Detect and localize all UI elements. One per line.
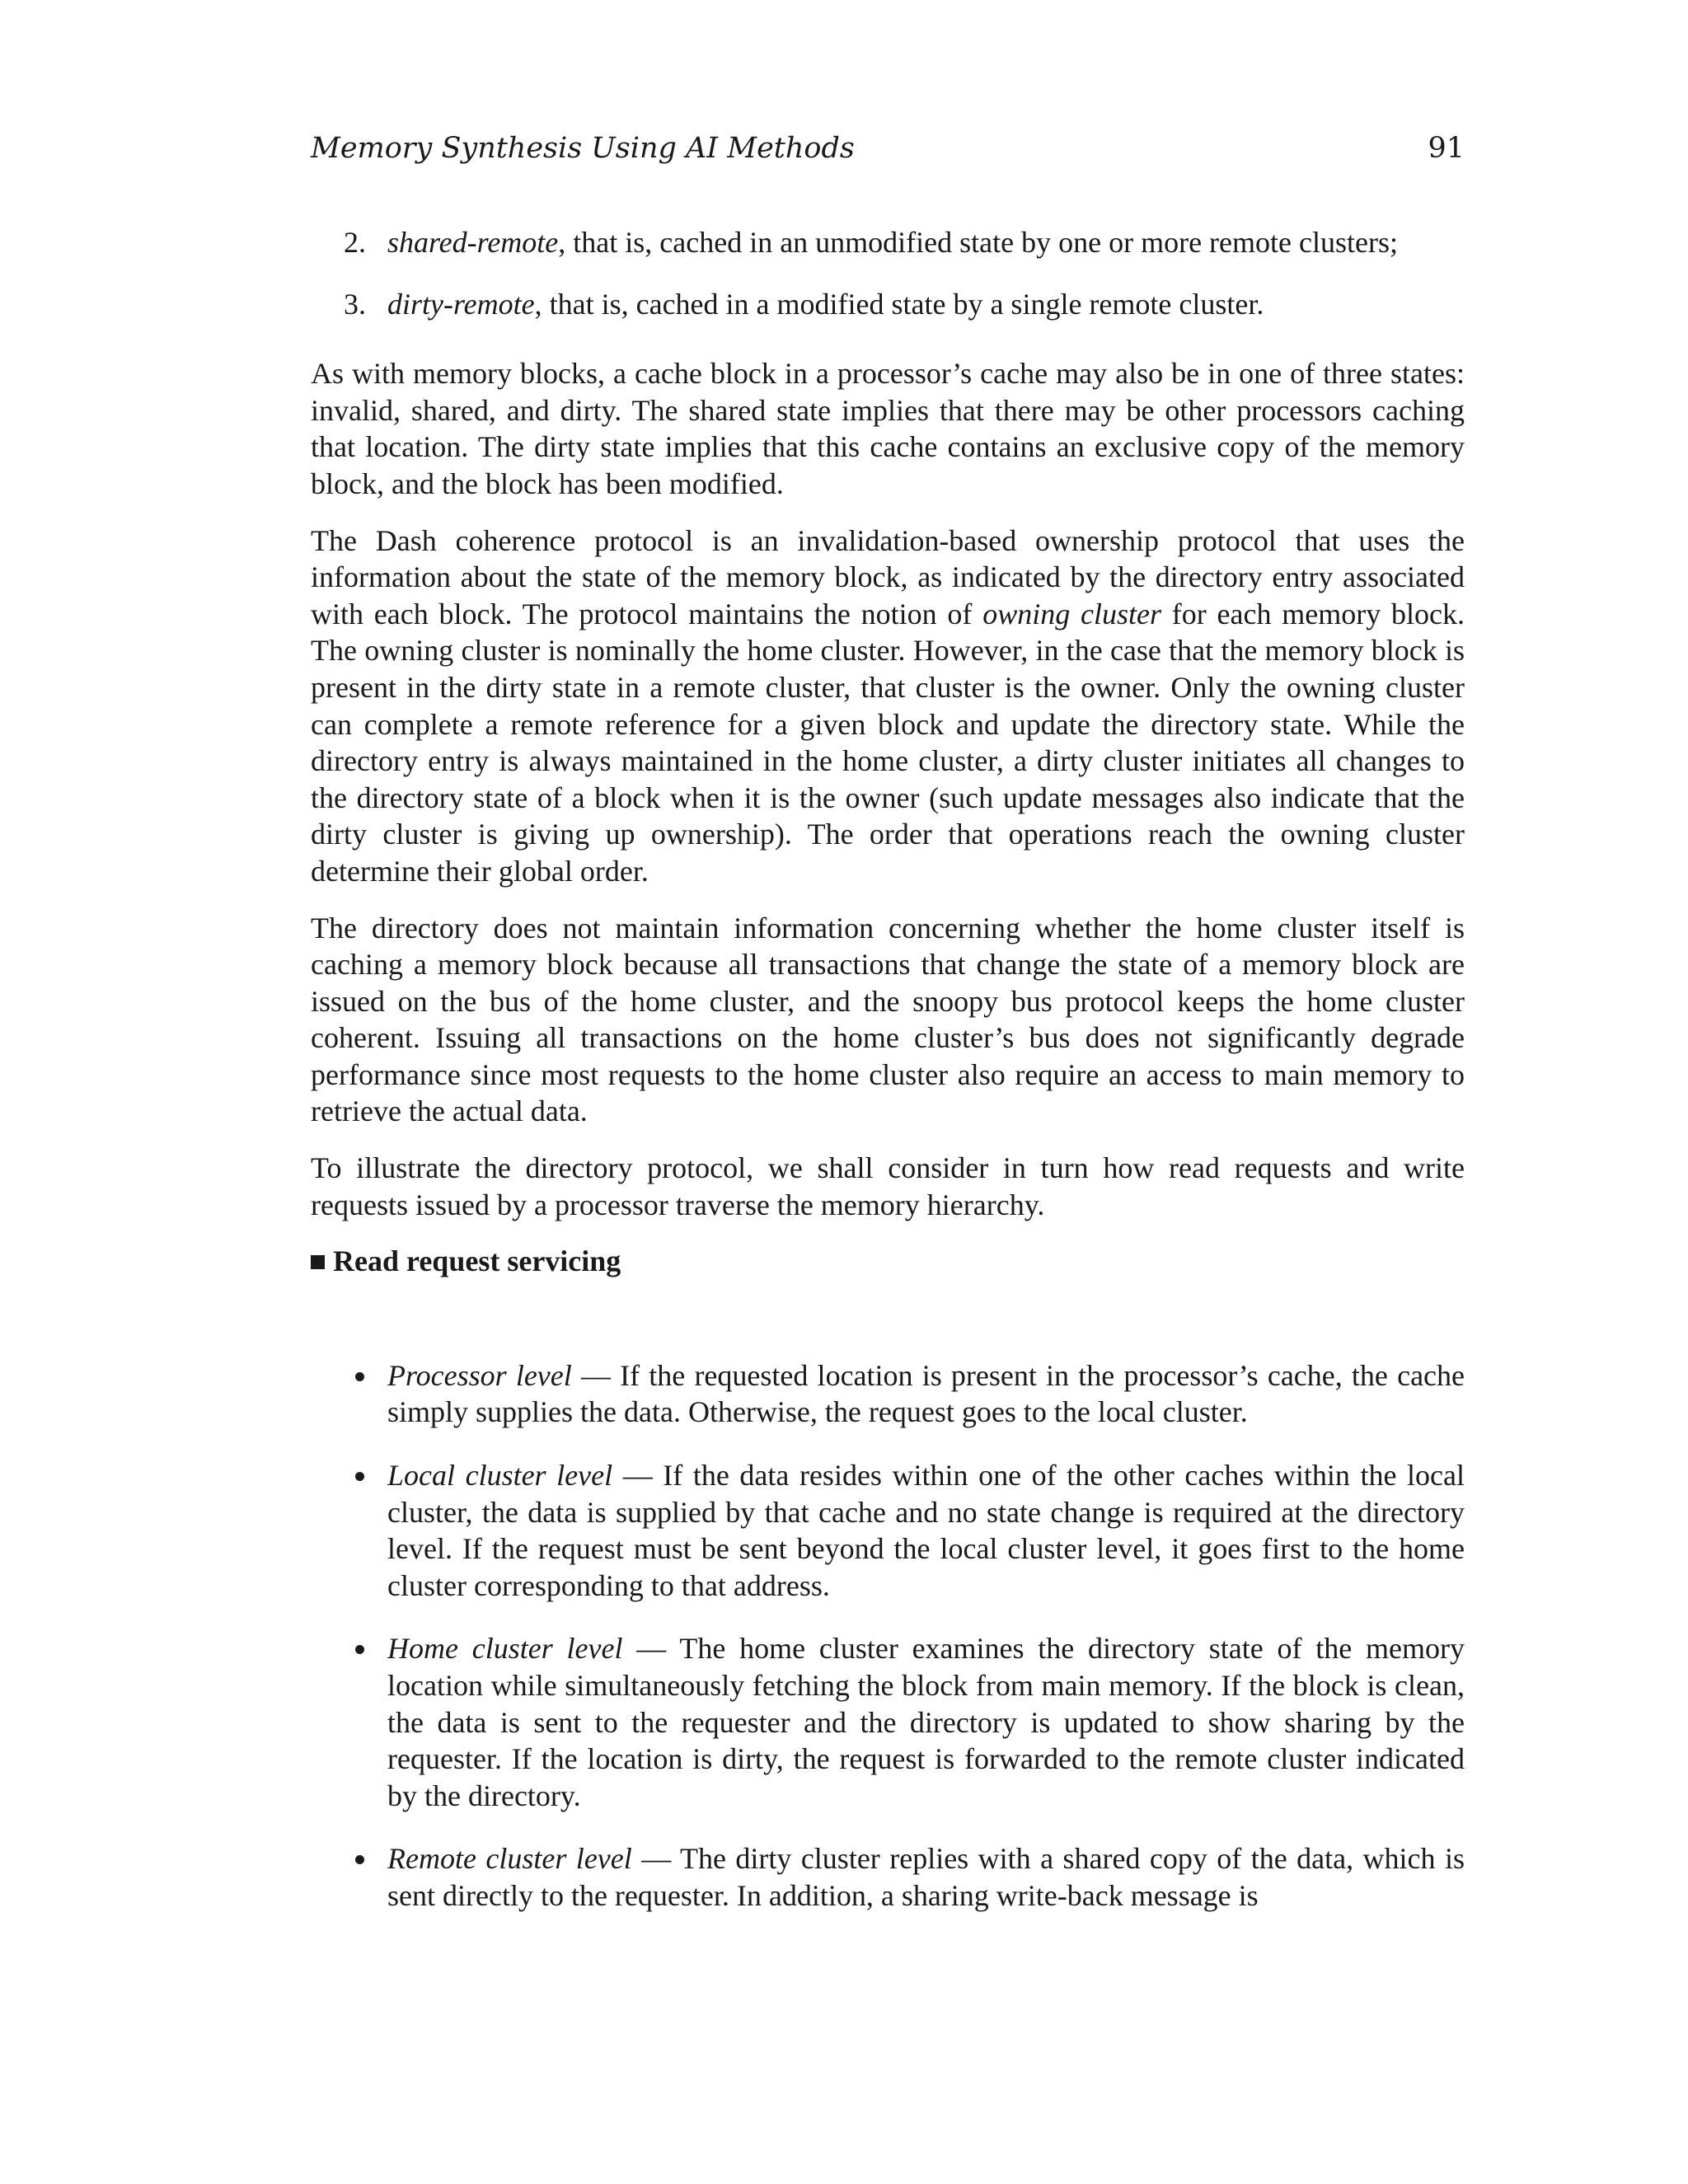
enum-marker: 3. <box>344 287 366 321</box>
enum-text: , that is, cached in an unmodified state by one or more remote clusters; <box>558 226 1398 259</box>
paragraph-directory: The directory does not maintain information concerning whether the home cluster itself is caching a memory block because all transactions that change the state of a memory block are issued on the bus of the home cluster, and the snoopy bus protocol keeps the home cluster coherent. Issuing all transactions on the home cluster’s bus does not significantly degrade performance since most requests to the home cluster also require an access to main memory to retrieve the actual data. <box>311 911 1465 1128</box>
enum-term: dirty-remote <box>387 287 535 321</box>
enum-item <box>311 224 1465 261</box>
enum-marker: 2. <box>344 226 366 259</box>
emphasis-term: owning cluster <box>982 597 1161 630</box>
list-text: — The dirty cluster replies with a shared copy of the data, which is sent directly to the requester. In addition, a sharing write-back message is <box>387 1842 1465 1912</box>
bullet-icon <box>355 1372 364 1381</box>
page-number: 91 <box>1428 132 1465 165</box>
page-header <box>311 130 1465 171</box>
list-term: Processor level <box>387 1358 572 1392</box>
paragraph-coherence-protocol <box>311 523 1465 890</box>
body-text <box>311 224 1465 1941</box>
paragraph-text: for each memory block. The owning cluster is nominally the home cluster. However, in the case that the memory block is present in the dirty state in a remote cluster, that cluster is the owner. Only the owning cluster can complete a remote reference for a given block and update the directory state. While the directory entry is always maintained in the home cluster, a dirty cluster initiates all changes to the directory state of a block when it is the owner (such update messages also indicate that the dirty cluster is giving up ownership). The order that operations reach the owning cluster determine their global order. <box>311 597 1465 888</box>
list-term: Local cluster level <box>387 1459 613 1493</box>
list-item <box>311 1630 1465 1814</box>
bullet-icon <box>355 1645 364 1654</box>
state-enumeration <box>311 224 1465 322</box>
list-term: Home cluster level <box>387 1632 623 1666</box>
list-text: — If the data resides within one of the other caches within the local cluster, the data is supplied by that cache and no state change is required at the directory level. If the request must be sent beyond the local cluster level, it goes first to the home cluster corresponding to that address. <box>387 1459 1465 1602</box>
paragraph-text: The Dash coherence protocol is an invalidation-based ownership protocol that uses the information about the state of the memory block, as indicated by the directory entry associated with each block. The protocol maintains the notion of <box>311 523 1465 630</box>
enum-term: shared-remote <box>387 226 559 259</box>
list-text: — The home cluster examines the directory state of the memory location while simultaneously fetching the block from main memory. If the block is clean, the data is sent to the requester and the directory is updated to show sharing by the requester. If the location is dirty, the request is forwarded to the remote cluster indicated by the directory. <box>387 1632 1465 1812</box>
section-title: Read request servicing <box>333 1244 621 1278</box>
paragraph-cache-states: As with memory blocks, a cache block in a processor’s cache may also be in one of three states: invalid, shared, and dirty. The shared state implies that there may be other processors caching that location. The dirty state implies that this cache contains an exclusive copy of the memory block, and the block has been modified. <box>311 357 1465 500</box>
list-text: — If the requested location is present in the processor’s cache, the cache simply supplies the data. Otherwise, the request goes to the local cluster. <box>387 1358 1465 1429</box>
list-item <box>311 1840 1465 1914</box>
square-bullet-icon <box>311 1255 325 1269</box>
bullet-icon <box>355 1855 364 1864</box>
running-title: Memory Synthesis Using AI Methods <box>311 132 855 165</box>
read-levels-list <box>311 1357 1465 1915</box>
bullet-icon <box>355 1472 364 1481</box>
enum-text: , that is, cached in a modified state by a single remote cluster. <box>534 287 1264 321</box>
enum-item <box>311 286 1465 323</box>
paragraph-illustrate: To illustrate the directory protocol, we shall consider in turn how read requests and write requests issued by a processor traverse the memory hierarchy. <box>311 1151 1465 1221</box>
list-item <box>311 1457 1465 1604</box>
list-term: Remote cluster level <box>387 1842 632 1876</box>
section-heading <box>311 1243 1465 1280</box>
list-item <box>311 1357 1465 1431</box>
